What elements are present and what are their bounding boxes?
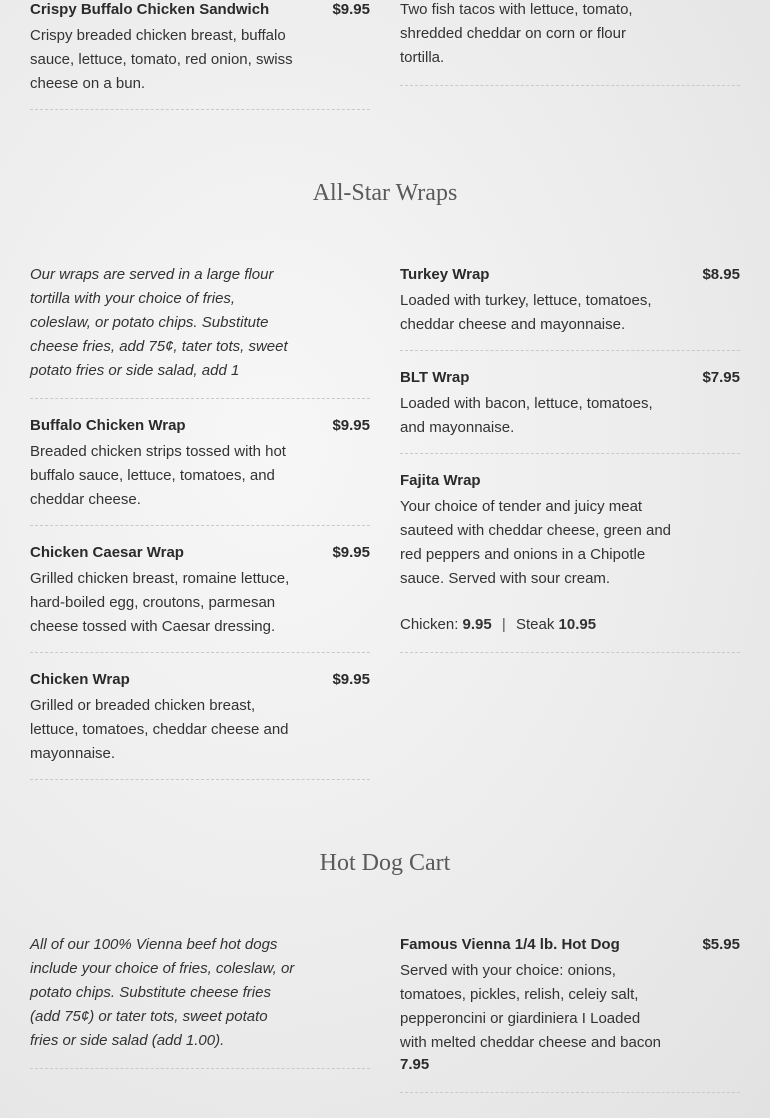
fajita-price-line: [400, 615, 596, 635]
menu-item-crispy-buffalo-chicken-sandwich: [30, 0, 370, 100]
menu-item-vienna-hot-dog: [400, 935, 740, 1085]
item-price: $8.95: [702, 266, 740, 283]
item-description: Crispy breaded chicken breast, buffalo sauce, lettuce, tomato, red onion, swiss cheese on a bun.: [30, 27, 293, 92]
section-title-wraps: All-Star Wraps: [312, 180, 458, 206]
menu-item-chicken-wrap: [30, 670, 370, 770]
item-price: $9.95: [332, 1, 370, 18]
item-description: Served with your choice: onions, tomatoes, pickles, relish, celeiy salt, pepperoncini or giardiniera I Loaded with melted cheddar cheese and bacon: [400, 962, 662, 1051]
item-name: BLT Wrap: [400, 369, 470, 386]
divider: [400, 350, 740, 351]
item-price: $9.95: [332, 544, 370, 561]
menu-item-buffalo-chicken-wrap: [30, 416, 370, 516]
wraps-intro: Our wraps are served in a large flour tortilla with your choice of fries, coleslaw, or potato chips. Substitute cheese fries, add 75¢, tater tots, sweet potato fries or side salad, add 1: [30, 266, 288, 379]
item-price: $9.95: [332, 671, 370, 688]
item-name: Crispy Buffalo Chicken Sandwich: [30, 1, 270, 18]
divider: [30, 1068, 370, 1069]
divider: [30, 398, 370, 399]
item-description: Loaded with bacon, lettuce, tomatoes, and mayonnaise.: [400, 395, 653, 436]
item-name: Chicken Caesar Wrap: [30, 544, 184, 561]
item-description: Your choice of tender and juicy meat sauteed with cheddar cheese, green and red peppers and onions in a Chipotle sauce. Served with sour cream.: [400, 498, 672, 587]
divider: [400, 652, 740, 653]
loaded-price: 7.95: [400, 1056, 430, 1073]
price-separator: |: [501, 616, 506, 633]
item-description: Breaded chicken strips tossed with hot buffalo sauce, lettuce, tomatoes, and cheddar cheese.: [30, 443, 286, 508]
menu-item-fish-tacos: [400, 0, 740, 80]
divider: [30, 109, 370, 110]
item-name: Fajita Wrap: [400, 472, 481, 489]
item-name: Buffalo Chicken Wrap: [30, 417, 186, 434]
menu-item-blt-wrap: [400, 368, 740, 448]
divider: [400, 1092, 740, 1093]
divider: [400, 453, 740, 454]
section-title-hotdogs: Hot Dog Cart: [319, 850, 451, 876]
item-name: Chicken Wrap: [30, 671, 130, 688]
chicken-label: Chicken:: [400, 616, 459, 633]
item-name: Famous Vienna 1/4 lb. Hot Dog: [400, 936, 620, 953]
item-name: Turkey Wrap: [400, 266, 490, 283]
item-description: Grilled or breaded chicken breast, lettuce, tomatoes, cheddar cheese and mayonnaise.: [30, 697, 289, 762]
item-price: $9.95: [332, 417, 370, 434]
divider: [30, 525, 370, 526]
divider: [30, 779, 370, 780]
divider: [400, 85, 740, 86]
steak-label: Steak: [515, 616, 555, 633]
menu-item-fajita-wrap: [400, 471, 740, 641]
item-description: Two fish tacos with lettuce, tomato, shredded cheddar on corn or flour tortilla.: [400, 1, 633, 66]
chicken-price: 9.95: [462, 616, 492, 633]
menu-item-chicken-caesar-wrap: [30, 543, 370, 643]
item-description: Grilled chicken breast, romaine lettuce, hard-boiled egg, croutons, parmesan cheese tossed with Caesar dressing.: [30, 570, 290, 635]
item-price: $7.95: [702, 369, 740, 386]
item-price: $5.95: [702, 936, 740, 953]
item-description: Loaded with turkey, lettuce, tomatoes, cheddar cheese and mayonnaise.: [400, 292, 652, 333]
steak-price: 10.95: [558, 616, 597, 633]
hotdogs-intro: All of our 100% Vienna beef hot dogs include your choice of fries, coleslaw, or potato chips. Substitute cheese fries (add 75¢) or tater tots, sweet potato fries or side salad (add 1.00).: [30, 936, 295, 1049]
divider: [30, 652, 370, 653]
menu-item-turkey-wrap: [400, 265, 740, 345]
